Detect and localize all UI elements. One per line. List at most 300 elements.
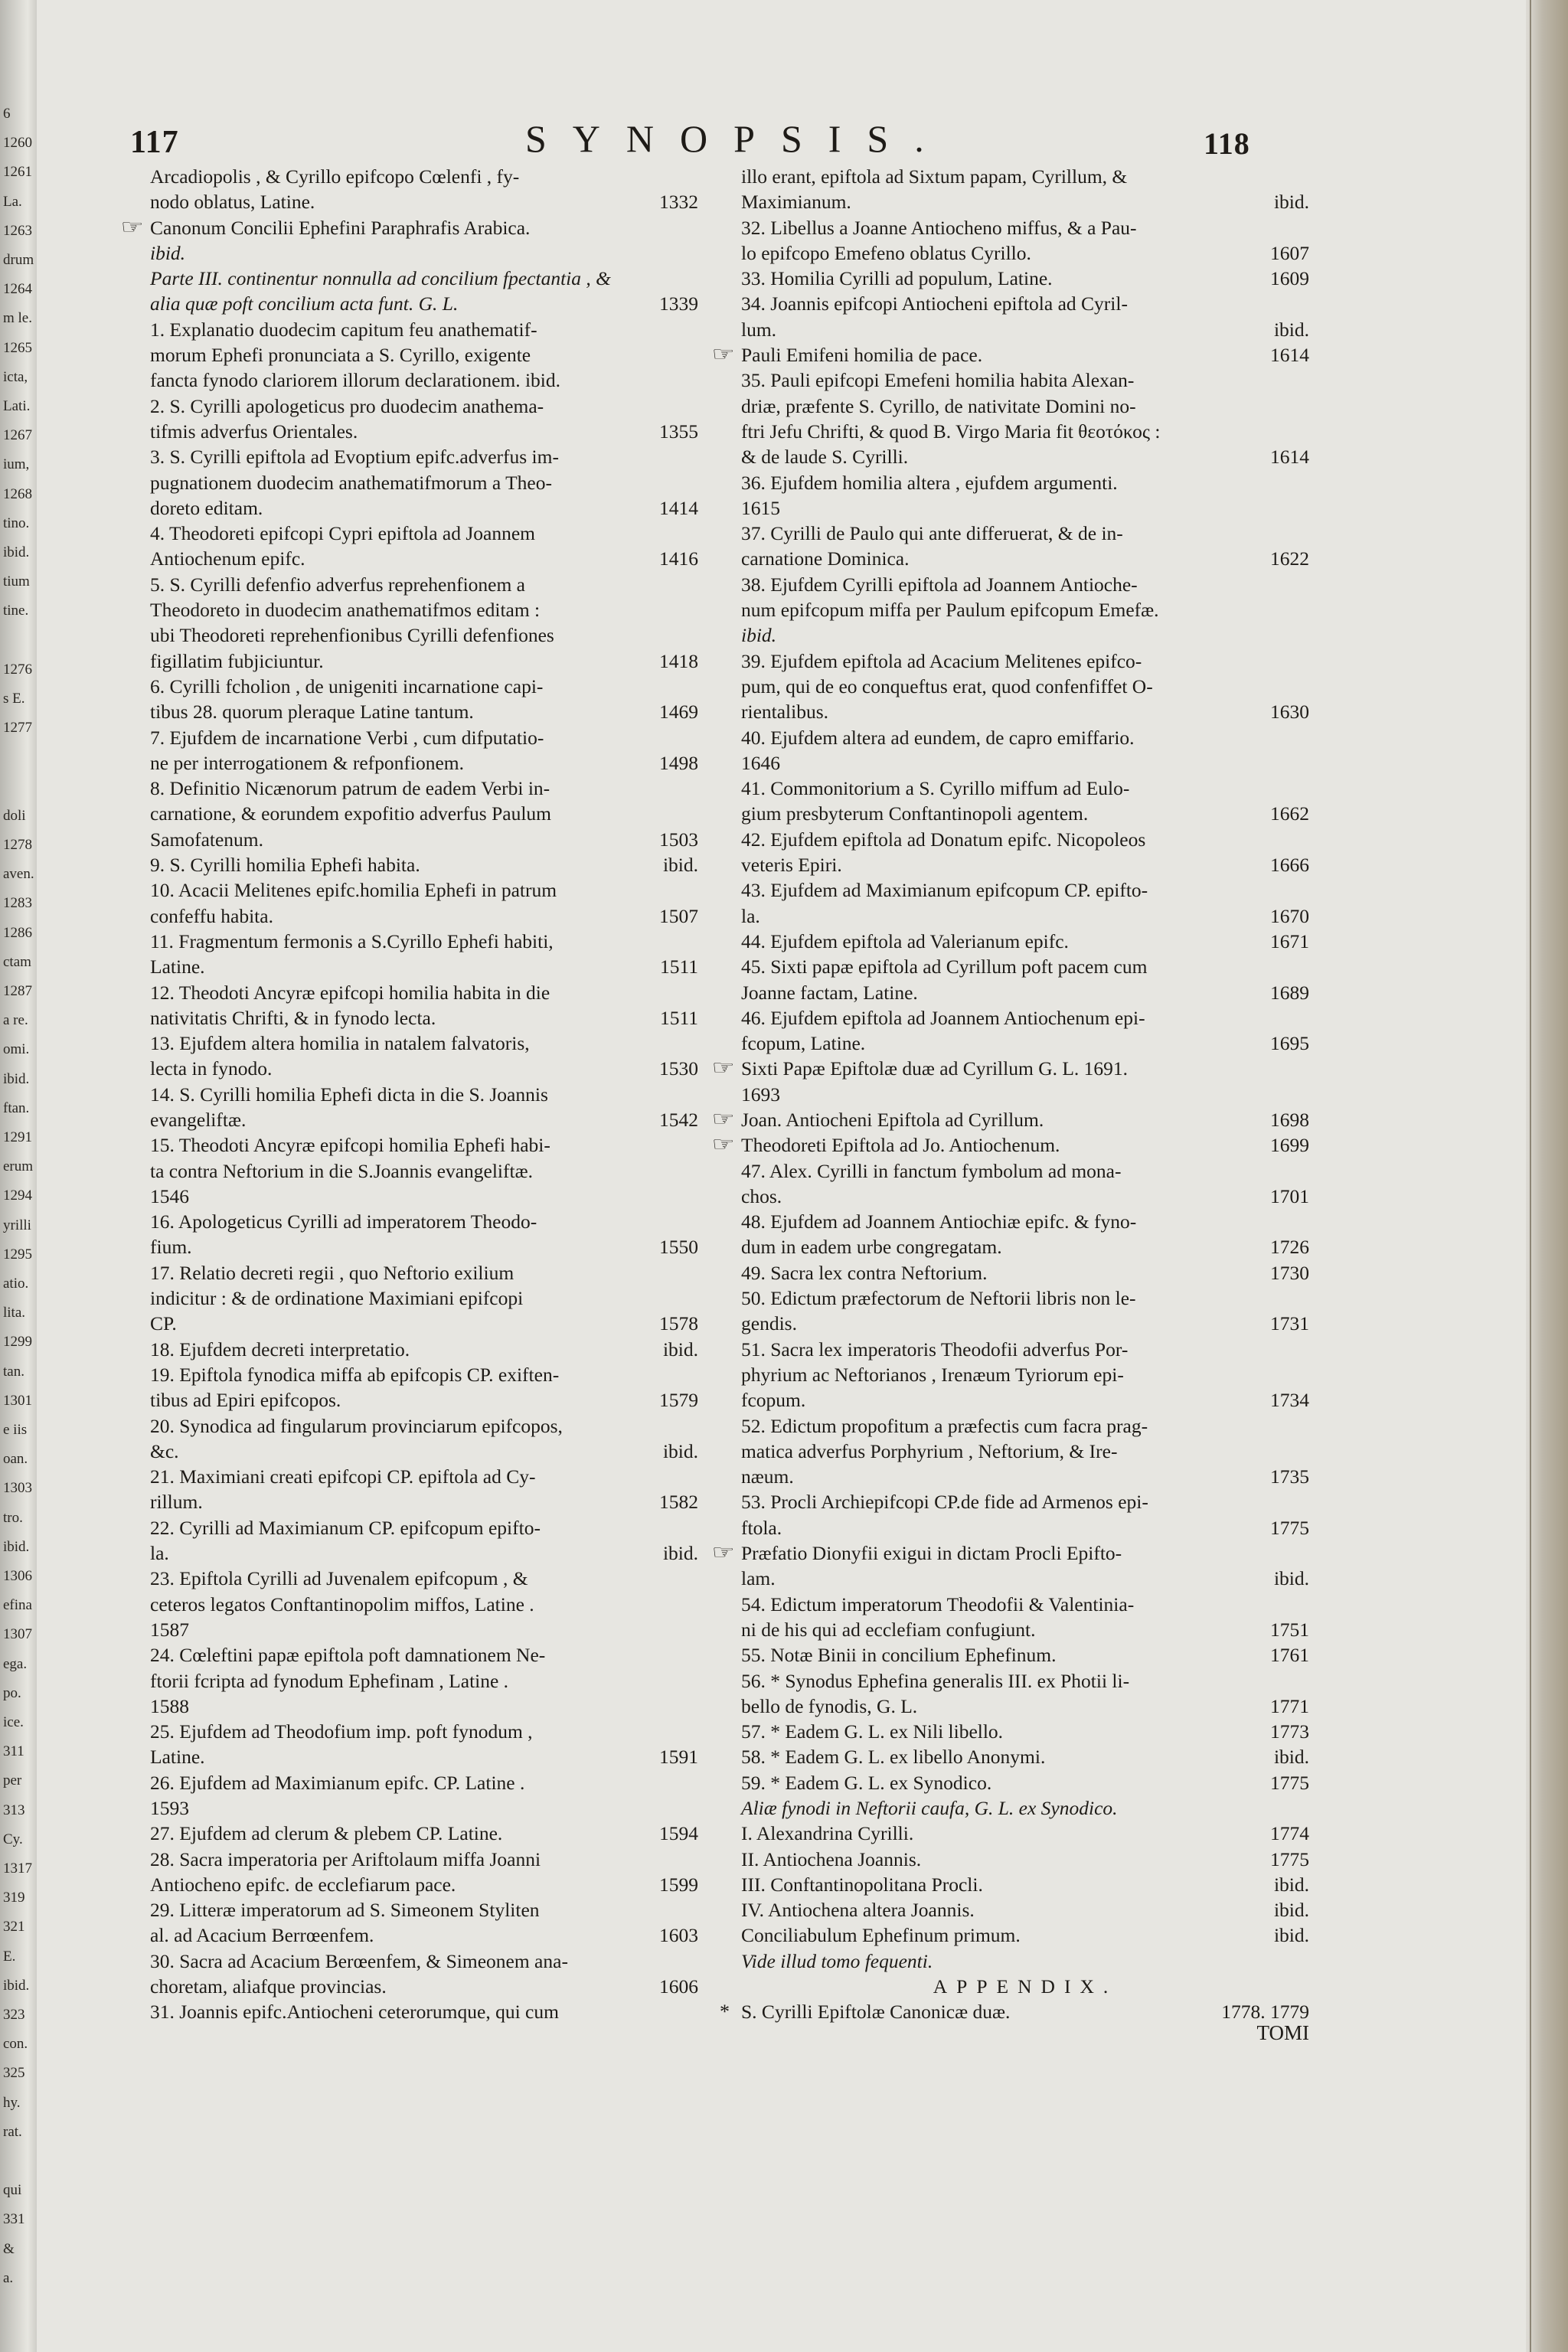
gutter-fragment: tro. — [3, 1509, 23, 1526]
toc-entry-text: 14. S. Cyrilli homilia Ephefi dicta in die S. Joannis — [150, 1083, 548, 1106]
pointing-hand-icon: ☞ — [711, 343, 735, 366]
toc-page-ref: 1630 — [1270, 701, 1309, 724]
toc-line — [741, 368, 1309, 393]
toc-entry-text: Latine. — [150, 1746, 205, 1769]
toc-entry-text: indicitur : & de ordinatione Maximiani epifcopi — [150, 1287, 524, 1310]
toc-entry-text: carnatione, & eorundem expofitio adverfus Paulum — [150, 802, 552, 825]
toc-line — [741, 1770, 1309, 1795]
toc-entry-text: 21. Maximiani creati epifcopi CP. epiftola ad Cy- — [150, 1465, 536, 1488]
toc-page-ref: 1734 — [1270, 1389, 1309, 1412]
gutter-fragment: ium, — [3, 456, 30, 473]
toc-line — [150, 827, 698, 852]
gutter-fragment: omi. — [3, 1041, 30, 1058]
gutter-fragment: per — [3, 1772, 22, 1789]
gutter-fragment: ice. — [3, 1714, 24, 1730]
toc-entry-text: nativitatis Chrifti, & in fynodo lecta. — [150, 1006, 436, 1029]
toc-page-ref: 1355 — [659, 420, 698, 443]
toc-page-ref: 1511 — [659, 956, 698, 978]
gutter-fragment: 1307 — [3, 1626, 32, 1643]
toc-entry-text: la. — [150, 1542, 169, 1565]
gutter-fragment: rat. — [3, 2123, 22, 2140]
toc-entry-text: 56. * Synodus Ephefina generalis III. ex Photii li- — [741, 1669, 1130, 1692]
toc-line — [150, 1821, 698, 1846]
toc-entry-text: 1615 — [741, 496, 780, 519]
toc-entry-text: fcopum. — [741, 1389, 806, 1412]
toc-line — [711, 342, 1309, 368]
toc-line — [741, 648, 1309, 674]
toc-page-ref: 1761 — [1270, 1644, 1309, 1667]
toc-entry-text: 36. Ejufdem homilia altera , ejufdem argumenti. — [741, 471, 1118, 494]
toc-line — [720, 1999, 1309, 2045]
gutter-fragment: 1278 — [3, 837, 32, 853]
toc-line — [150, 1872, 698, 1897]
toc-line — [150, 1234, 698, 1259]
toc-page-ref: 1507 — [659, 904, 698, 927]
toc-line — [741, 1719, 1309, 1744]
gutter-fragment: tine. — [3, 603, 29, 619]
toc-entry-text: gium presbyterum Conftantinopoli agentem. — [741, 802, 1089, 825]
toc-line — [150, 240, 698, 266]
toc-line — [150, 1031, 698, 1056]
toc-page-ref: 1599 — [659, 1873, 698, 1896]
toc-entry-text: 24. Cœleftini papæ epiftola poft damnationem Ne- — [150, 1644, 546, 1667]
toc-line — [150, 1719, 698, 1744]
toc-line — [741, 1922, 1309, 1948]
toc-line — [741, 1464, 1309, 1489]
toc-line — [711, 1540, 1309, 1566]
toc-line — [741, 1795, 1309, 1821]
toc-line — [741, 1184, 1309, 1209]
toc-line — [741, 827, 1309, 852]
gutter-fragment: 1264 — [3, 281, 32, 298]
toc-page-ref: 1530 — [659, 1057, 698, 1080]
toc-line — [741, 215, 1309, 240]
gutter-fragment: s E. — [3, 691, 25, 707]
toc-page-ref: ibid. — [662, 1439, 698, 1462]
gutter-fragment: 311 — [3, 1743, 24, 1760]
toc-line — [150, 1311, 698, 1336]
toc-line — [741, 521, 1309, 546]
toc-entry-text: tibus 28. quorum pleraque Latine tantum. — [150, 701, 474, 724]
toc-line — [741, 776, 1309, 801]
toc-line — [150, 164, 698, 189]
toc-line — [741, 470, 1309, 495]
toc-line — [741, 1847, 1309, 1872]
toc-entry-text: Latine. — [150, 956, 205, 978]
toc-page-ref: 1542 — [659, 1108, 698, 1131]
toc-page-ref: 1332 — [659, 191, 698, 214]
toc-line — [150, 1413, 698, 1439]
toc-entry-text: veteris Epiri. — [741, 854, 842, 877]
toc-line — [150, 189, 698, 214]
toc-line — [150, 776, 698, 801]
toc-entry-text: Aliæ fynodi in Neftorii caufa, G. L. ex Synodico. — [741, 1797, 1118, 1819]
gutter-fragment: 1287 — [3, 983, 32, 999]
gutter-fragment: ega. — [3, 1655, 28, 1672]
toc-line — [150, 980, 698, 1005]
toc-line — [741, 1949, 1309, 1974]
gutter-fragment: m le. — [3, 310, 32, 327]
gutter-fragment: ibid. — [3, 1070, 30, 1087]
toc-entry-text: lam. — [741, 1567, 776, 1590]
toc-page-ref: 1416 — [659, 547, 698, 570]
pointing-hand-icon: ☞ — [120, 215, 144, 238]
toc-entry-text: tibus ad Epiri epifcopos. — [150, 1389, 341, 1412]
toc-entry-text: 42. Ejufdem epiftola ad Donatum epifc. Nicopoleos — [741, 828, 1146, 851]
toc-line — [150, 1082, 698, 1107]
toc-page-ref: ibid. — [1273, 1873, 1309, 1896]
toc-entry-text: 1646 — [741, 751, 780, 774]
toc-line — [741, 1489, 1309, 1514]
toc-page-ref: ibid. — [1273, 318, 1309, 341]
toc-entry-text: 12. Theodoti Ancyræ epifcopi homilia habita in die — [150, 981, 550, 1004]
toc-page-ref: 1579 — [659, 1389, 698, 1412]
toc-page-ref: 1498 — [659, 751, 698, 774]
toc-line — [150, 572, 698, 597]
toc-line — [150, 1184, 698, 1209]
gutter-fragment: tan. — [3, 1363, 24, 1380]
toc-entry-text: Antiochenum epifc. — [150, 547, 305, 570]
toc-entry-text: lum. — [741, 318, 777, 341]
toc-line — [741, 1617, 1309, 1642]
toc-entry-text: num epifcopum miffa per Paulum epifcopum Emefæ. — [741, 599, 1159, 622]
toc-entry-text: 43. Ejufdem ad Maximianum epifcopum CP. epifto- — [741, 879, 1148, 902]
toc-entry-text: gendis. — [741, 1312, 797, 1335]
toc-line — [150, 852, 698, 877]
toc-line — [741, 1744, 1309, 1769]
toc-page-ref: 1550 — [659, 1236, 698, 1259]
toc-line — [741, 1694, 1309, 1719]
toc-line — [150, 597, 698, 622]
toc-entry-text: Sixti Papæ Epiftolæ duæ ad Cyrillum G. L. 1691. — [741, 1057, 1129, 1080]
toc-entry-text: 55. Notæ Binii in concilium Ephefinum. — [741, 1644, 1057, 1667]
toc-entry-text: choretam, aliafque provincias. — [150, 1975, 387, 1998]
toc-line — [741, 1285, 1309, 1311]
toc-entry-text: II. Antiochena Joannis. — [741, 1847, 922, 1870]
gutter-fragment: ibid. — [3, 1977, 30, 1994]
toc-line — [150, 1489, 698, 1514]
gutter-fragment: a. — [3, 2269, 14, 2286]
gutter-fragment: E. — [3, 1948, 16, 1965]
toc-entry-text: chos. — [741, 1184, 782, 1207]
toc-entry-text: 10. Acacii Melitenes epifc.homilia Ephefi in patrum — [150, 879, 557, 902]
toc-entry-text: &c. — [150, 1439, 179, 1462]
toc-page-ref: 1778. 1779 — [1221, 2001, 1309, 2024]
toc-line — [741, 495, 1309, 521]
toc-line — [150, 291, 698, 316]
toc-entry-text: 8. Definitio Nicænorum patrum de eadem Verbi in- — [150, 777, 550, 800]
toc-page-ref: ibid. — [1273, 1899, 1309, 1922]
toc-entry-text: tifmis adverfus Orientales. — [150, 420, 358, 443]
toc-line — [741, 1260, 1309, 1285]
toc-line — [120, 215, 698, 240]
gutter-fragment: erum — [3, 1158, 34, 1175]
toc-entry-text: evangeliftæ. — [150, 1108, 247, 1131]
toc-entry-text: 49. Sacra lex contra Neftorium. — [741, 1261, 988, 1284]
gutter-fragment: 331 — [3, 2211, 25, 2228]
toc-line — [741, 980, 1309, 1005]
toc-entry-text: 13. Ejufdem altera homilia in natalem falvatoris, — [150, 1032, 530, 1055]
toc-line — [150, 1056, 698, 1081]
toc-entry-text: driæ, præfente S. Cyrillo, de nativitate Domini no- — [741, 394, 1136, 417]
toc-line — [150, 725, 698, 750]
pointing-hand-icon: ☞ — [711, 1057, 735, 1080]
toc-line — [741, 954, 1309, 979]
toc-entry-text: 17. Relatio decreti regii , quo Neftorio exilium — [150, 1261, 514, 1284]
toc-page-ref: 1603 — [659, 1924, 698, 1947]
toc-line — [150, 1464, 698, 1489]
toc-line — [150, 1439, 698, 1464]
gutter-fragment: qui — [3, 2182, 22, 2199]
gutter-fragment: 321 — [3, 1919, 25, 1936]
toc-entry-text: Antiocheno epifc. de ecclefiarum pace. — [150, 1873, 456, 1896]
toc-line — [741, 1337, 1309, 1362]
toc-line — [150, 954, 698, 979]
toc-line — [741, 674, 1309, 699]
toc-line — [150, 495, 698, 521]
toc-entry-text: rillum. — [150, 1491, 203, 1514]
toc-line — [741, 1234, 1309, 1259]
toc-entry-text: 6. Cyrilli fcholion , de unigeniti incarnatione capi- — [150, 675, 544, 697]
toc-entry-text: phyrium ac Neftorianos , Irenæum Tyriorum epi- — [741, 1363, 1124, 1386]
toc-page-ref: 1418 — [659, 649, 698, 672]
gutter-fragment: 313 — [3, 1802, 25, 1818]
gutter-fragment: 1306 — [3, 1568, 32, 1584]
toc-line — [711, 1056, 1309, 1081]
toc-entry-text: 41. Commonitorium a S. Cyrillo miffum ad Eulo- — [741, 777, 1130, 800]
toc-entry-text: Canonum Concilii Ephefini Paraphrafis Arabica. — [150, 216, 531, 239]
gutter-fragment: 6 — [3, 106, 11, 122]
toc-line — [741, 1387, 1309, 1413]
toc-page-ref: 1775 — [1270, 1771, 1309, 1794]
gutter-fragment: aven. — [3, 866, 34, 883]
toc-entry-text: Joan. Antiocheni Epiftola ad Cyrillum. — [741, 1108, 1044, 1131]
toc-entry-text: ceteros legatos Conftantinopolim miffos, Latine . — [150, 1592, 534, 1615]
toc-page-ref: 1666 — [1270, 854, 1309, 877]
gutter-fragment: tium — [3, 573, 30, 590]
gutter-fragment: Cy. — [3, 1831, 23, 1847]
toc-entry-text: nodo oblatus, Latine. — [150, 191, 315, 214]
toc-page-ref: 1414 — [659, 496, 698, 519]
toc-page-ref: 1594 — [659, 1822, 698, 1845]
toc-entry-text: 34. Joannis epifcopi Antiocheni epiftola ad Cyril- — [741, 292, 1128, 315]
toc-page-ref: 1726 — [1270, 1236, 1309, 1259]
gutter-fragment: Lati. — [3, 398, 31, 414]
toc-entry-text: 33. Homilia Cyrilli ad populum, Latine. — [741, 267, 1053, 290]
toc-entry-text: bello de fynodis, G. L. — [741, 1694, 918, 1717]
toc-page-ref: 1774 — [1270, 1822, 1309, 1845]
toc-line — [150, 1922, 698, 1948]
gutter-fragment: 1283 — [3, 895, 32, 912]
toc-line — [150, 1337, 698, 1362]
toc-entry-text: 5. S. Cyrilli defenfio adverfus reprehenfionem a — [150, 573, 526, 596]
toc-page-ref: 1689 — [1270, 981, 1309, 1004]
toc-entry-text: Vide illud tomo fequenti. — [741, 1949, 933, 1972]
toc-line — [741, 1005, 1309, 1031]
toc-entry-text: III. Conftantinopolitana Procli. — [741, 1873, 983, 1896]
toc-entry-text: 26. Ejufdem ad Maximianum epifc. CP. Latine . — [150, 1771, 525, 1794]
gutter-fragment: doli — [3, 807, 26, 824]
toc-line — [150, 521, 698, 546]
toc-line — [150, 1592, 698, 1617]
toc-line — [741, 1642, 1309, 1668]
toc-entry-text: illo erant, epiftola ad Sixtum papam, Cyrillum, & — [741, 165, 1128, 188]
toc-line — [150, 1642, 698, 1668]
toc-entry-text: ta contra Neftorium in die S.Joannis evangeliftæ. — [150, 1159, 533, 1182]
gutter-fragment: 1291 — [3, 1129, 32, 1145]
toc-line — [741, 929, 1309, 954]
toc-page-ref: 1614 — [1270, 446, 1309, 469]
gutter-fragment: 1263 — [3, 222, 32, 239]
gutter-fragment: po. — [3, 1684, 21, 1701]
toc-page-ref: 1591 — [659, 1746, 698, 1769]
toc-entry-text: Parte III. continentur nonnulla ad concilium fpectantia , & — [150, 267, 611, 290]
toc-entry-text: 11. Fragmentum fermonis a S.Cyrillo Ephefi habiti, — [150, 929, 554, 952]
toc-entry-text: 32. Libellus a Joanne Antiocheno miffus, & a Pau- — [741, 216, 1137, 239]
toc-line — [150, 1285, 698, 1311]
toc-entry-text: ne per interrogationem & refponfionem. — [150, 751, 464, 774]
toc-entry-text: 15. Theodoti Ancyræ epifcopi homilia Ephefi habi- — [150, 1134, 550, 1157]
gutter-fragment: atio. — [3, 1276, 29, 1292]
gutter-fragment: ibid. — [3, 1538, 30, 1555]
toc-entry-text: 53. Procli Archiepifcopi CP.de fide ad Armenos epi- — [741, 1491, 1148, 1514]
toc-line — [741, 1974, 1309, 1999]
toc-entry-text: Arcadiopolis , & Cyrillo epifcopo Cœlenfi , fy- — [150, 165, 520, 188]
toc-entry-text: ubi Theodoreti reprehenfionibus Cyrilli defenfiones — [150, 624, 554, 647]
gutter-fragment: 1301 — [3, 1392, 32, 1409]
toc-entry-text: 18. Ejufdem decreti interpretatio. — [150, 1338, 410, 1361]
gutter-fragment: 319 — [3, 1890, 25, 1906]
toc-page-ref: 1582 — [659, 1491, 698, 1514]
toc-line — [150, 877, 698, 903]
gutter-fragment: 1260 — [3, 135, 32, 152]
toc-entry-text: 22. Cyrilli ad Maximianum CP. epifcopum epifto- — [150, 1516, 541, 1539]
toc-page-ref: ibid. — [1273, 1746, 1309, 1769]
toc-line — [150, 929, 698, 954]
left-column — [120, 164, 698, 2025]
toc-entry-text: næum. — [741, 1465, 794, 1488]
toc-line — [741, 1592, 1309, 1617]
gutter-fragment: lita. — [3, 1305, 26, 1321]
toc-line — [150, 1974, 698, 1999]
gutter-fragment: ibid. — [3, 544, 30, 560]
toc-entry-text: ibid. — [150, 241, 186, 264]
toc-entry-text: lo epifcopo Emefeno oblatus Cyrillo. — [741, 241, 1031, 264]
toc-line — [150, 1209, 698, 1234]
toc-line — [741, 1362, 1309, 1387]
gutter-fragment: 1303 — [3, 1480, 32, 1497]
toc-page-ref: 1751 — [1270, 1618, 1309, 1641]
toc-line — [741, 1413, 1309, 1439]
toc-page-ref: ibid. — [662, 1338, 698, 1361]
toc-line — [150, 903, 698, 929]
toc-entry-text: ni de his qui ad ecclefiam confugiunt. — [741, 1618, 1036, 1641]
toc-entry-text: Pauli Emifeni homilia de pace. — [741, 344, 983, 367]
toc-line — [741, 801, 1309, 826]
toc-entry-text: 57. * Eadem G. L. ex Nili libello. — [741, 1720, 1004, 1743]
toc-page-ref: ibid. — [1273, 1567, 1309, 1590]
toc-entry-text: ftola. — [741, 1516, 782, 1539]
gutter-fragment: e iis — [3, 1422, 28, 1438]
toc-line — [741, 725, 1309, 750]
toc-line — [150, 1770, 698, 1795]
toc-entry-text: 29. Litteræ imperatorum ad S. Simeonem Styliten — [150, 1899, 540, 1922]
toc-line — [150, 1107, 698, 1132]
toc-line — [150, 1515, 698, 1540]
gutter-fragment: 1265 — [3, 339, 32, 356]
toc-line — [150, 342, 698, 368]
toc-line — [150, 801, 698, 826]
toc-entry-text: 4. Theodoreti epifcopi Cypri epiftola ad Joannem — [150, 522, 536, 545]
toc-line — [150, 368, 698, 393]
toc-entry-text: 30. Sacra ad Acacium Berœenfem, & Simeonem ana- — [150, 1949, 568, 1972]
toc-entry-text: alia quæ poft concilium acta funt. G. L. — [150, 292, 459, 315]
toc-entry-text: 58. * Eadem G. L. ex libello Anonymi. — [741, 1746, 1046, 1769]
toc-page-ref: 1606 — [659, 1975, 698, 1998]
toc-entry-text: morum Ephefi pronunciata a S. Cyrillo, exigente — [150, 344, 531, 367]
toc-entry-text: 37. Cyrilli de Paulo qui ante differuerat, & de in- — [741, 522, 1123, 545]
toc-entry-text: 27. Ejufdem ad clerum & plebem CP. Latine. — [150, 1822, 503, 1845]
running-title: SYNOPSIS. — [525, 117, 950, 160]
toc-entry-text: 16. Apologeticus Cyrilli ad imperatorem Theodo- — [150, 1210, 537, 1233]
toc-page-ref: ibid. — [662, 1542, 698, 1565]
toc-line — [150, 1668, 698, 1694]
toc-entry-text: 40. Ejufdem altera ad eundem, de capro emiffario. — [741, 726, 1135, 749]
toc-page-ref: 1773 — [1270, 1720, 1309, 1743]
toc-entry-text: pugnationem duodecim anathematifmorum a Theo- — [150, 471, 552, 494]
catchword: TOMI — [1256, 2021, 1309, 2045]
binding-gutter — [0, 0, 37, 2352]
toc-page-ref: 1771 — [1270, 1694, 1309, 1717]
gutter-fragment: tino. — [3, 514, 30, 531]
toc-entry-text: doreto editam. — [150, 496, 263, 519]
toc-page-ref: 1775 — [1270, 1516, 1309, 1539]
toc-line — [741, 1515, 1309, 1540]
toc-entry-text: figillatim fubjiciuntur. — [150, 649, 324, 672]
gutter-fragment: a re. — [3, 1012, 28, 1029]
toc-entry-text: Conciliabulum Ephefinum primum. — [741, 1924, 1021, 1947]
toc-line — [741, 317, 1309, 342]
toc-entry-text: 9. S. Cyrilli homilia Ephefi habita. — [150, 854, 420, 877]
toc-line — [741, 164, 1309, 189]
toc-entry-text: lecta in fynodo. — [150, 1057, 273, 1080]
toc-page-ref: 1698 — [1270, 1108, 1309, 1131]
toc-entry-text: 51. Sacra lex imperatoris Theodofii adverfus Por- — [741, 1338, 1129, 1361]
toc-entry-text: al. ad Acacium Berrœenfem. — [150, 1924, 374, 1947]
toc-entry-text: S. Cyrilli Epiftolæ Canonicæ duæ. — [741, 2001, 1011, 2024]
right-column — [711, 164, 1309, 2045]
toc-page-ref: 1609 — [1270, 267, 1309, 290]
toc-entry-text: 1587 — [150, 1618, 189, 1641]
toc-entry-text: 7. Ejufdem de incarnatione Verbi , cum difputatio- — [150, 726, 544, 749]
toc-entry-text: 45. Sixti papæ epiftola ad Cyrillum poft pacem cum — [741, 956, 1148, 978]
toc-entry-text: 1. Explanatio duodecim capitum feu anathematif- — [150, 318, 537, 341]
toc-line — [741, 1566, 1309, 1591]
toc-line — [741, 1872, 1309, 1897]
gutter-fragment: con. — [3, 2036, 28, 2053]
toc-line — [741, 877, 1309, 903]
toc-line — [711, 1132, 1309, 1158]
toc-line — [741, 1209, 1309, 1234]
toc-entry-text: & de laude S. Cyrilli. — [741, 446, 909, 469]
gutter-fragment: hy. — [3, 2094, 21, 2111]
toc-entry-text: 1588 — [150, 1694, 189, 1717]
toc-entry-text: 1693 — [741, 1083, 780, 1106]
toc-line — [150, 470, 698, 495]
pointing-hand-icon: ☞ — [711, 1133, 735, 1156]
toc-entry-text: 38. Ejufdem Cyrilli epiftola ad Joannem Antioche- — [741, 573, 1138, 596]
toc-page-ref: 1607 — [1270, 241, 1309, 264]
